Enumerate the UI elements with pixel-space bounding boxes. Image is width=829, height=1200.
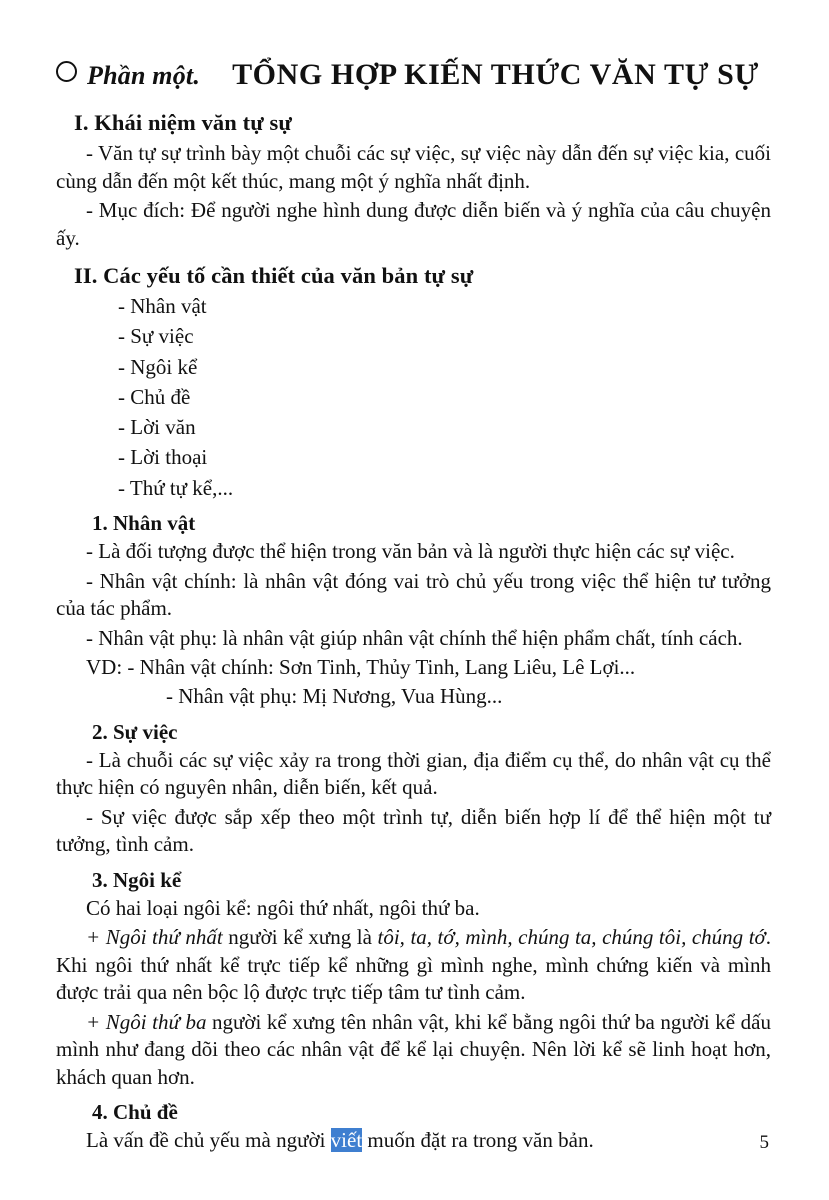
example-line-2: - Nhân vật phụ: Mị Nương, Vua Hùng... (166, 684, 503, 709)
list-item: - Ngôi kể (118, 354, 198, 379)
first-person-term: + Ngôi thứ nhất (86, 925, 223, 950)
subsection-3-paragraph-2 (56, 924, 771, 1007)
third-person-text: người kể xưng tên nhân vật, khi kể bằng ngôi thứ ba người kể dấu mình như đang dõi theo các nhân vật để kể lại chuyện. Nên lời kể sẽ linh hoạt hơn, khách quan hơn. (56, 1009, 771, 1089)
section-1-paragraph-1: - Văn tự sự trình bày một chuỗi các sự việc, sự việc này dẫn đến sự việc kia, cuối cùng dẫn đến một kết thúc, mang một ý nghĩa nhất định. (56, 141, 771, 193)
list-item: - Chủ đề (118, 384, 191, 409)
subsection-4-text-2: muốn đặt ra trong văn bản. (362, 1128, 594, 1153)
third-person-term: + Ngôi thứ ba (86, 1009, 207, 1034)
subsection-4-paragraph-1 (56, 1127, 771, 1155)
subsection-1-paragraph-2: - Nhân vật chính: là nhân vật đóng vai trò chủ yếu trong việc thể hiện tư tưởng của tác phẩm. (56, 568, 771, 621)
subsection-heading-2: 2. Sự việc (92, 719, 178, 744)
subsection-1-paragraph-1: - Là đối tượng được thể hiện trong văn bản và là người thực hiện các sự việc. (86, 539, 735, 564)
list-item: - Thứ tự kể,... (118, 475, 234, 500)
page-title: TỔNG HỢP KIẾN THỨC VĂN TỰ SỰ (232, 58, 759, 91)
first-person-pronouns: tôi, ta, tớ, mình, chúng ta, chúng tôi, chúng tớ (377, 925, 766, 950)
list-item: - Lời thoại (118, 445, 208, 470)
subsection-4-text-1: Là vấn đề chủ yếu mà người (86, 1128, 331, 1153)
part-label: Phần một. (87, 61, 201, 90)
list-item: - Lời văn (118, 415, 196, 440)
section-heading-1: I. Khái niệm văn tự sự (74, 110, 292, 135)
subsection-heading-3: 3. Ngôi kể (92, 867, 182, 892)
subsection-3-paragraph-3 (56, 1009, 771, 1092)
section-1-paragraph-2: - Mục đích: Để người nghe hình dung được diễn biến và ý nghĩa của câu chuyện ấy. (56, 198, 771, 250)
subsection-2-paragraph-2: - Sự việc được sắp xếp theo một trình tự, diễn biến hợp lí để thể hiện một tư tưởng, tình cảm. (56, 804, 771, 857)
subsection-3-paragraph-1: Có hai loại ngôi kể: ngôi thứ nhất, ngôi thứ ba. (86, 895, 480, 920)
list-item: - Sự việc (118, 324, 194, 349)
page-number: 5 (759, 1132, 769, 1153)
first-person-text-2: . Khi ngôi thứ nhất kể trực tiếp kể những gì mình nghe, mình chứng kiến và mình được trải qua nên bộc lộ được trực tiếp tâm tư tình cảm. (56, 925, 771, 1005)
subsection-2-paragraph-1: - Là chuỗi các sự việc xảy ra trong thời gian, địa điểm cụ thể, do nhân vật cụ thể thực hiện có nguyên nhân, diễn biến, kết quả. (56, 747, 771, 800)
section-heading-2: II. Các yếu tố cần thiết của văn bản tự sự (74, 263, 474, 288)
list-item: - Nhân vật (118, 294, 207, 318)
circle-bullet-icon (56, 61, 77, 82)
subsection-heading-4: 4. Chủ đề (92, 1100, 178, 1125)
page-header (56, 58, 771, 92)
selected-word[interactable]: viết (330, 1128, 363, 1153)
subsection-1-paragraph-3: - Nhân vật phụ: là nhân vật giúp nhân vật chính thể hiện phẩm chất, tính cách. (86, 625, 743, 650)
first-person-text-1: người kể xưng là (222, 925, 378, 950)
subsection-heading-1: 1. Nhân vật (92, 511, 196, 536)
example-line-1: VD: - Nhân vật chính: Sơn Tinh, Thủy Tinh, Lang Liêu, Lê Lợi... (86, 655, 636, 680)
